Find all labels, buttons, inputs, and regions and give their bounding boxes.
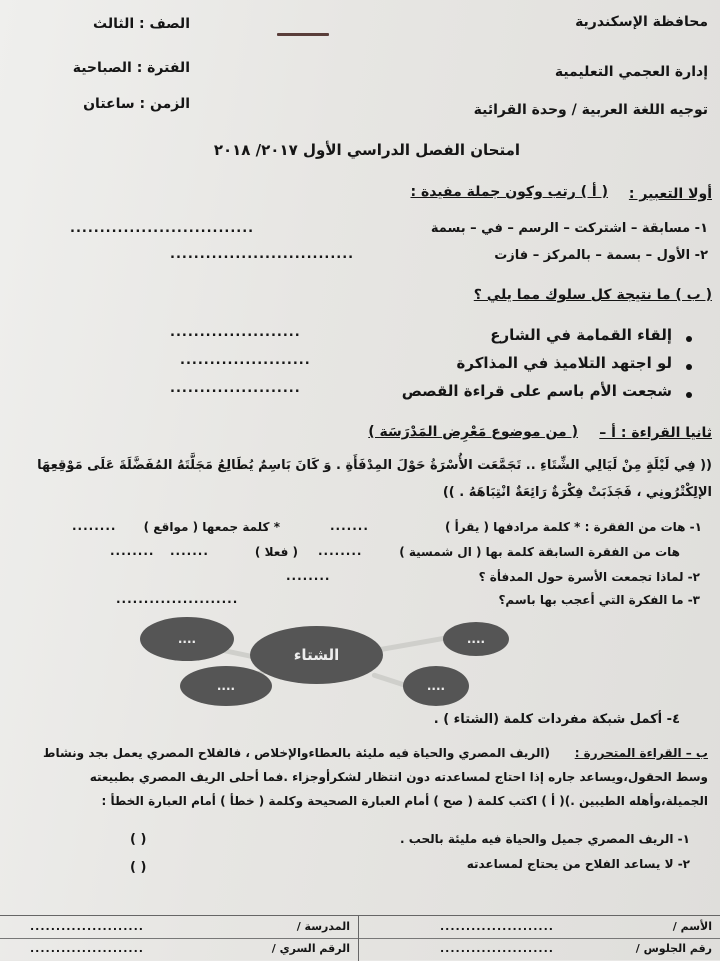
seat-number-label: رقم الجلوس / bbox=[635, 942, 712, 955]
student-name-field[interactable]: ...................... bbox=[440, 920, 554, 933]
table-divider bbox=[358, 916, 359, 961]
statement-1: ١- الريف المصري جميل والحياة فيه مليئة بالحب . bbox=[400, 832, 690, 846]
answer-dots: ....... bbox=[170, 544, 209, 558]
question-1c: هات من الفقرة السابقة كلمة بها ( ال شمسية ) bbox=[399, 545, 680, 559]
behavior-2: لو اجتهد التلاميذ في المذاكرة bbox=[456, 354, 672, 372]
web-node-top-left: .... bbox=[140, 617, 234, 661]
answer-line-1: ............................... bbox=[70, 221, 255, 236]
header-duration: الزمن : ساعتان bbox=[83, 96, 190, 112]
school-field[interactable]: ...................... bbox=[30, 920, 144, 933]
section2-title: ثانيا القراءة : أ – bbox=[599, 425, 712, 441]
question-1b: * كلمة جمعها ( مواقع ) bbox=[143, 520, 280, 534]
bullet-icon bbox=[686, 364, 692, 370]
answer-dots: ........ bbox=[110, 544, 155, 558]
bullet-icon bbox=[686, 392, 692, 398]
secret-number-label: الرقم السري / bbox=[271, 942, 350, 955]
web-node-bottom-left: .... bbox=[180, 666, 272, 706]
question-1d: ( فعلا ) bbox=[254, 545, 298, 559]
statement-2: ٢- لا يساعد الفلاح من يحتاج لمساعدته bbox=[466, 857, 690, 871]
behavior-1: إلقاء القمامة في الشارع bbox=[490, 326, 672, 344]
school-label: المدرسة / bbox=[296, 920, 350, 933]
section1-part-b: ( ب ) ما نتيجة كل سلوك مما يلي ؟ bbox=[473, 287, 712, 303]
bullet-icon bbox=[686, 336, 692, 342]
header-grade: الصف : الثالث bbox=[93, 16, 190, 32]
web-center-word: الشتاء bbox=[250, 626, 383, 684]
section1-title: أولا التعبير : bbox=[628, 186, 712, 202]
answer-line-3: ...................... bbox=[170, 325, 301, 340]
question-1a: ١- هات من الفقرة : * كلمة مرادفها ( يقرأ ) bbox=[444, 520, 702, 534]
header-governorate: محافظة الإسكندرية bbox=[575, 14, 708, 30]
passage-line-2: الإلِكْتْرُونِي ، فَجَذَبَتْ فِكْرَةٌ رَائِعَةٌ انْتِبَاهَهُ . )) bbox=[442, 485, 712, 500]
question-4: ٤- أكمل شبكة مفردات كلمة (الشتاء ) . bbox=[433, 712, 680, 727]
answer-dots: ....... bbox=[330, 519, 369, 533]
answer-paren-1[interactable]: ( ) bbox=[130, 832, 147, 847]
answer-line-4: ...................... bbox=[180, 353, 311, 368]
behavior-3: شجعت الأم باسم على قراءة القصص bbox=[401, 382, 672, 400]
header-period: الفترة : الصباحية bbox=[72, 60, 190, 76]
section3-title: ب – القراءة المتحررة : bbox=[574, 746, 708, 760]
order-item-1: ١- مسابقة – اشتركت – الرسم – في – بسمة bbox=[430, 221, 708, 236]
answer-dots: ........ bbox=[286, 569, 331, 583]
answer-dots: ........ bbox=[72, 519, 117, 533]
answer-paren-2[interactable]: ( ) bbox=[130, 860, 147, 875]
header-divider bbox=[277, 33, 329, 36]
answer-line-5: ...................... bbox=[170, 381, 301, 396]
answer-dots: ........ bbox=[318, 544, 363, 558]
web-node-bottom-right: .... bbox=[403, 666, 469, 706]
section1-part-a: ( أ ) رتب وكون جملة مفيدة : bbox=[410, 184, 608, 200]
answer-dots: ...................... bbox=[116, 592, 239, 606]
question-3: ٣- ما الفكرة التي أعجب بها باسم؟ bbox=[498, 593, 700, 607]
free-reading-line-3: الجميلة،وأهله الطيبين .)( أ ) اكتب كلمة ( صح ) أمام العبارة الصحيحة وكلمة ( خطأ ) أمام العبارة الخطأ : bbox=[101, 794, 708, 808]
free-reading-line-1: (الريف المصري والحياة فيه مليئة بالعطاءوالإخلاص ، فالفلاح المصري يعمل بجد ونشاط bbox=[43, 746, 550, 760]
order-item-2: ٢- الأول – بسمة – بالمركز – فازت bbox=[494, 248, 708, 263]
free-reading-line-2: وسط الحقول،ويساعد جاره إذا احتاج لمساعدته دون انتظار لشكرأوجزاء .فما أحلى الريف المصري بطبيعته bbox=[89, 770, 708, 784]
passage-line-1: (( فِي لَيْلَةٍ مِنْ لَيَالِي الشِّتَاءِ .. تَجَمَّعَت الأُسْرَةُ حَوْلَ المِدْفَأَةِ . وَ كَانَ بَاسِمٌ يُطَالِعُ مَجَلَّتَهُ المُفَضَّلَةَ عَلَى مَوْقِعِهَا bbox=[37, 458, 712, 473]
web-node-top-right: .... bbox=[443, 622, 509, 656]
header-department: توجيه اللغة العربية / وحدة القرائية bbox=[473, 102, 708, 118]
student-info-table bbox=[0, 915, 720, 961]
answer-line-2: ............................... bbox=[170, 247, 355, 262]
student-name-label: الأسم / bbox=[672, 920, 712, 933]
header-administration: إدارة العجمي التعليمية bbox=[554, 64, 708, 80]
secret-number-field[interactable]: ...................... bbox=[30, 942, 144, 955]
seat-number-field[interactable]: ...................... bbox=[440, 942, 554, 955]
exam-title: امتحان الفصل الدراسي الأول ٢٠١٧/ ٢٠١٨ bbox=[213, 141, 520, 159]
section2-subtitle: ( من موضوع مَعْرِض المَدْرَسَة ) bbox=[368, 424, 578, 440]
question-2: ٢- لماذا تجمعت الأسرة حول المدفأة ؟ bbox=[478, 570, 700, 584]
